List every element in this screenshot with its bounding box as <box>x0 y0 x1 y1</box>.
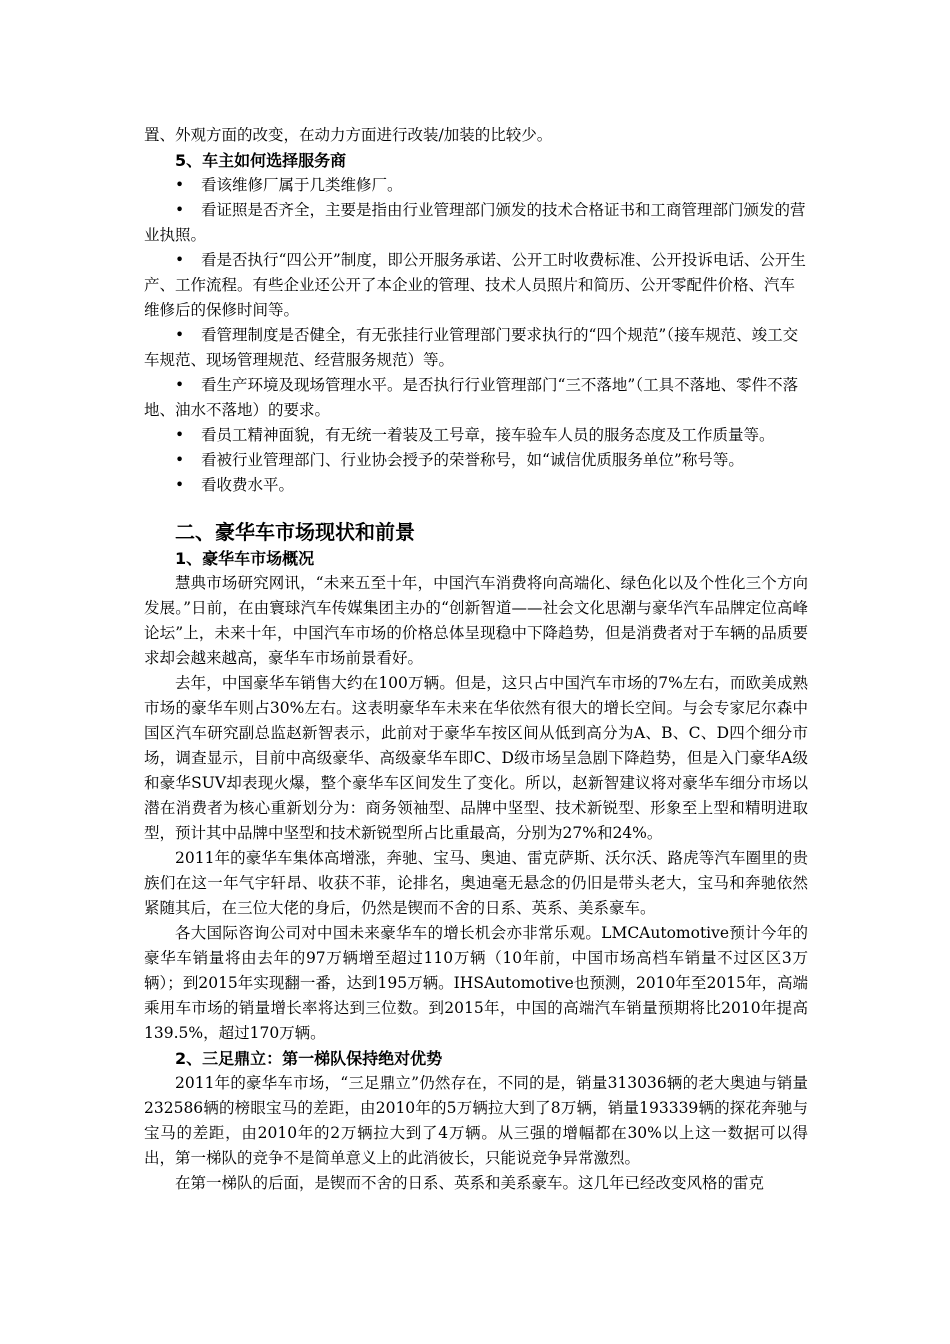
bullet-icon: • <box>175 251 185 269</box>
body-paragraph: 2011年的豪华车市场，“三足鼎立”仍然存在，不同的是，销量313036辆的老大奥迪与销量232586辆的榜眼宝马的差距，由2010年的5万辆拉大到了8万辆，销量193339辆的探花奔驰与宝马的差距，由2010年的2万辆拉大到了4万辆。从三强的增幅都在30%以上这一数据可以得出，第一梯队的竞争不是简单意义上的此消彼长，只能说竞争异常激烈。 <box>144 1074 808 1167</box>
bullet-item: • 看生产环境及现场管理水平。是否执行行业管理部门“三不落地”（工具不落地、零件不落地、油水不落地）的要求。 <box>144 373 808 423</box>
bullet-icon: • <box>175 201 185 219</box>
bullet-icon: • <box>175 451 185 469</box>
bullet-item: • 看该维修厂属于几类维修厂。 <box>144 173 808 198</box>
section-heading-three-way-split: 2、三足鼎立：第一梯队保持绝对优势 <box>175 1049 443 1068</box>
bullet-item: • 看被行业管理部门、行业协会授予的荣誉称号，如“诚信优质服务单位”称号等。 <box>144 448 808 473</box>
body-paragraph: 慧典市场研究网讯，“未来五至十年，中国汽车消费将向高端化、绿色化以及个性化三个方向发展。”日前，在由寰球汽车传媒集团主办的“创新智道——社会文化思潮与豪华汽车品牌定位高峰论坛”上，未来十年，中国汽车市场的价格总体呈现稳中下降趋势，但是消费者对于车辆的品质要求却会越来越高，豪华车市场前景看好。 <box>144 574 808 667</box>
chapter-heading-luxury-market: 二、豪华车市场现状和前景 <box>175 520 415 544</box>
service-provider-bullet-list <box>144 173 808 498</box>
bullet-item: • 看证照是否齐全，主要是指由行业管理部门颁发的技术合格证书和工商管理部门颁发的营业执照。 <box>144 198 808 248</box>
section-heading-service-provider: 5、车主如何选择服务商 <box>175 151 347 170</box>
bullet-icon: • <box>175 326 185 344</box>
bullet-icon: • <box>175 176 185 194</box>
bullet-icon: • <box>175 376 185 394</box>
section-heading-market-overview: 1、豪华车市场概况 <box>175 549 315 568</box>
bullet-icon: • <box>175 476 185 494</box>
body-paragraph: 各大国际咨询公司对中国未来豪华车的增长机会亦非常乐观。LMCAutomotive预计今年的豪华车销量将由去年的97万辆增至超过110万辆（10年前，中国市场高档车销量不过区区3万辆）；到2015年实现翻一番，达到195万辆。IHSAutomotive也预测，2010年至2015年，高端乘用车市场的销量增长率将达到三位数。到2015年，中国的高端汽车销量预期将比2010年提高139.5%，超过170万辆。 <box>144 924 808 1042</box>
body-paragraph: 2011年的豪华车集体高增涨，奔驰、宝马、奥迪、雷克萨斯、沃尔沃、路虎等汽车圈里的贵族们在这一年气宇轩昂、收获不菲，论排名，奥迪毫无悬念的仍旧是带头老大，宝马和奔驰依然紧随其后，在三位大佬的身后，仍然是锲而不舍的日系、英系、美系豪车。 <box>144 849 808 917</box>
body-paragraph: 在第一梯队的后面，是锲而不舍的日系、英系和美系豪车。这几年已经改变风格的雷克 <box>175 1174 765 1192</box>
opening-paragraph: 置、外观方面的改变，在动力方面进行改装/加装的比较少。 <box>144 126 553 144</box>
bullet-item: • 看是否执行“四公开”制度，即公开服务承诺、公开工时收费标准、公开投诉电话、公开生产、工作流程。有些企业还公开了本企业的管理、技术人员照片和简历、公开零配件价格、汽车维修后的保修时间等。 <box>144 248 808 323</box>
document-body <box>144 123 808 1196</box>
bullet-icon: • <box>175 426 185 444</box>
bullet-item: • 看收费水平。 <box>144 473 808 498</box>
bullet-item: • 看管理制度是否健全，有无张挂行业管理部门要求执行的“四个规范”（接车规范、竣工交车规范、现场管理规范、经营服务规范）等。 <box>144 323 808 373</box>
bullet-item: • 看员工精神面貌，有无统一着装及工号章，接车验车人员的服务态度及工作质量等。 <box>144 423 808 448</box>
body-paragraph: 去年，中国豪华车销售大约在100万辆。但是，这只占中国汽车市场的7%左右，而欧美成熟市场的豪华车则占30%左右。这表明豪华车未来在华依然有很大的增长空间。与会专家尼尔森中国区汽车研究副总监赵新智表示，此前对于豪华车按区间从低到高分为A、B、C、D四个细分市场，调查显示，目前中高级豪华、高级豪华车即C、D级市场呈急剧下降趋势，但是入门豪华A级和豪华SUV却表现火爆，整个豪华车区间发生了变化。所以，赵新智建议将对豪华车细分市场以潜在消费者为核心重新划分为：商务领袖型、品牌中坚型、技术新锐型、形象至上型和精明进取型，预计其中品牌中坚型和技术新锐型所占比重最高，分别为27%和24%。 <box>144 674 808 842</box>
